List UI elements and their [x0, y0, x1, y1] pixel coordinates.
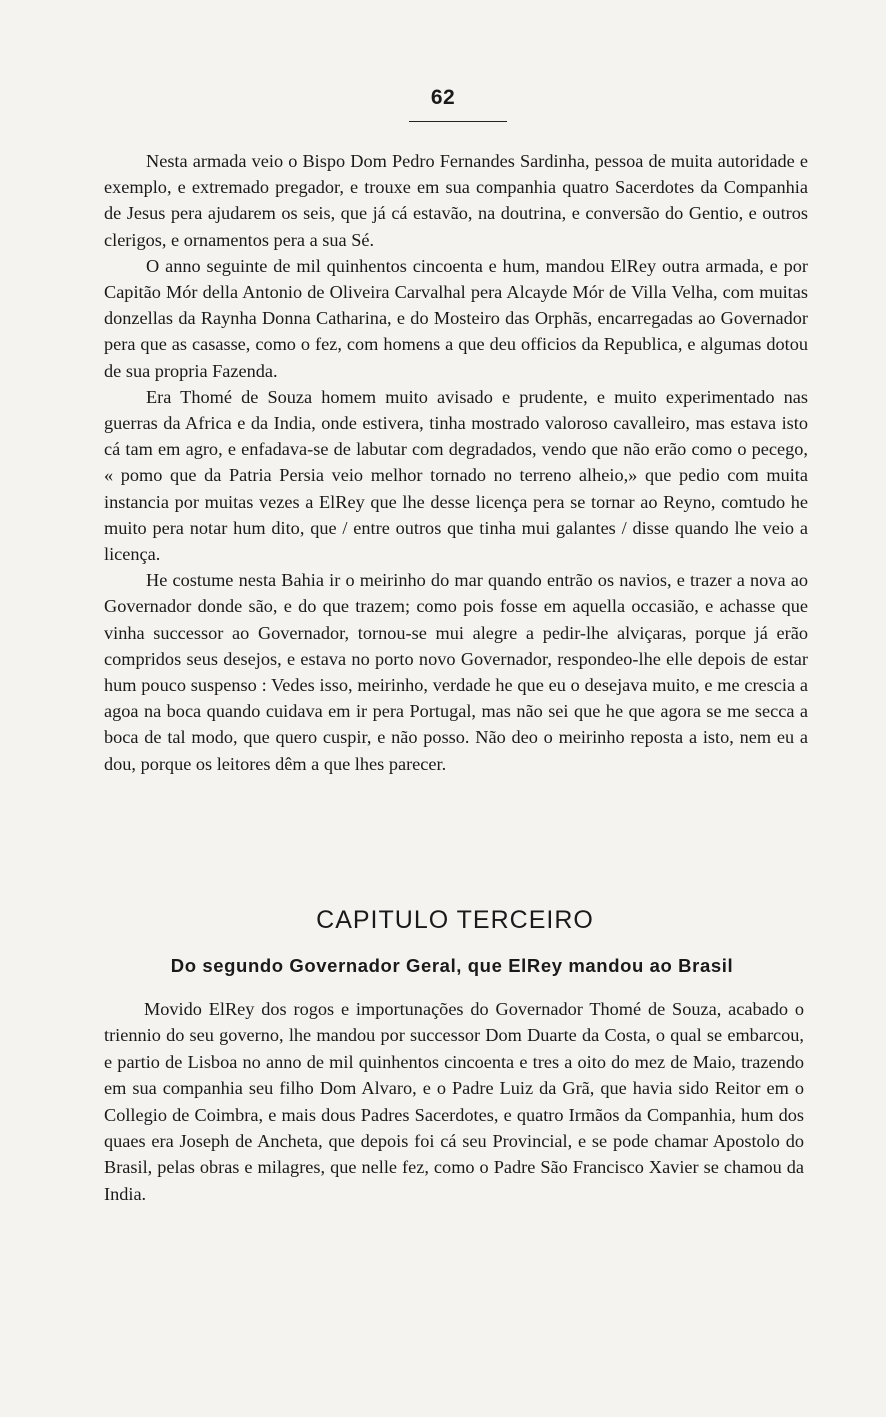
paragraph: Nesta armada veio o Bispo Dom Pedro Fernandes Sardinha, pessoa de muita autoridade e exemplo, e extremado pregador, e trouxe em sua companhia quatro Sacerdotes da Companhia de Jesus pera ajudarem os seis, que já cá estavão, na doutrina, e conversão do Gentio, e outros clerigos, e ornamentos pera a sua Sé.	[104, 151, 808, 250]
paragraph: Movido ElRey dos rogos e importunações do Governador Thomé de Souza, acabado o triennio do seu governo, lhe mandou por successor Dom Duarte da Costa, o qual se embarcou, e partio de Lisboa no anno de mil quinhentos cincoenta e tres a oito do mez de Maio, trazendo em sua companhia seu filho Dom Alvaro, e o Padre Luiz da Grã, que havia sido Reitor em o Collegio de Coimbra, e mais dous Padres Sacerdotes, e quatro Irmãos da Companhia, hum dos quaes era Joseph de Ancheta, que depois foi cá seu Provincial, e se pode chamar Apostolo do Brasil, pelas obras e milagres, que nelle fez, como o Padre São Francisco Xavier se chamou da India.	[104, 999, 804, 1204]
page-number-rule	[409, 121, 507, 122]
page-number: 62	[430, 86, 456, 109]
paragraph: O anno seguinte de mil quinhentos cincoenta e hum, mandou ElRey outra armada, e por Capitão Mór della Antonio de Oliveira Carvalhal pera Alcayde Mór de Villa Velha, com muitas donzellas da Raynha Donna Catharina, e do Mosteiro das Orphãs, encarregadas ao Governador pera que as casasse, como o fez, com homens a que deu officios da Republica, e algumas dotou de sua propria Fazenda.	[104, 255, 808, 381]
paragraph: Era Thomé de Souza homem muito avisado e prudente, e muito experimentado nas guerras da Africa e da India, onde estivera, tinha mostrado valoroso cavalleiro, mas estava isto cá tam em agro, e enfadava-se de labutar com degradados, vendo que não erão como o pecego, « pomo que da Patria Persia veio melhor tornado no terreno alheio,» que pedio com muita instancia por muitas vezes a ElRey que lhe desse licença pera se tornar ao Reyno, comtudo he muito pera notar hum dito, que / entre outros que tinha mui galantes / disse quando lhe veio a licença.	[104, 386, 808, 565]
paragraph: He costume nesta Bahia ir o meirinho do mar quando entrão os navios, e trazer a nova ao Governador donde são, e do que trazem; como pois fosse em aquella occasião, e achasse que vinha successor ao Governador, tornou-se mui alegre a pedir-lhe alviçaras, porque já erão compridos seus desejos, e estava no porto novo Governador, respondeo-lhe elle depois de estar hum pouco suspenso : Vedes isso, meirinho, verdade he que eu o desejava muito, e me crescia a agoa na boca quando cuidava em ir pera Portugal, mas não sei que he que agora se me secca a boca de tal modo, que quero cuspir, e não posso. Não deo o meirinho reposta a isto, nem eu a dou, porque os leitores dêm a que lhes parecer.	[104, 570, 808, 774]
chapter-subtitle: Do segundo Governador Geral, que ElRey mandou ao Brasil	[170, 955, 734, 976]
chapter-title: CAPITULO TERCEIRO	[316, 906, 594, 934]
body-text	[104, 148, 808, 777]
chapter-text	[104, 996, 804, 1207]
